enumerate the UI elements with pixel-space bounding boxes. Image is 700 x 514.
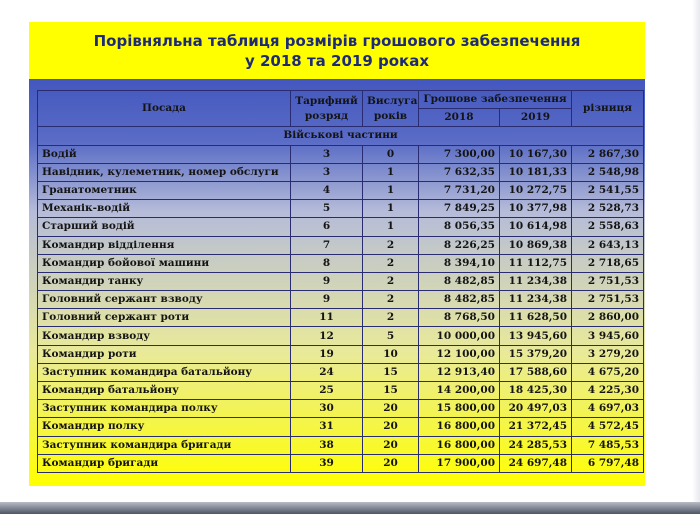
service-cell: 15 bbox=[363, 363, 419, 381]
header-year-2018: 2018 bbox=[419, 109, 500, 127]
header-row bbox=[38, 91, 644, 109]
service-cell: 1 bbox=[363, 218, 419, 236]
service-cell: 20 bbox=[363, 454, 419, 472]
difference-cell: 6 797,48 bbox=[572, 454, 644, 472]
page-bottom-edge bbox=[0, 502, 700, 514]
difference-cell: 2 541,55 bbox=[572, 181, 644, 199]
pay-2018-cell: 7 849,25 bbox=[419, 200, 500, 218]
difference-cell: 4 697,03 bbox=[572, 400, 644, 418]
pay-2018-cell: 8 226,25 bbox=[419, 236, 500, 254]
pay-2018-cell: 14 200,00 bbox=[419, 382, 500, 400]
header-service bbox=[363, 91, 419, 127]
section-label: Військові частини bbox=[38, 127, 644, 145]
table-row bbox=[38, 363, 644, 381]
table-row bbox=[38, 218, 644, 236]
page-title-line2: у 2018 та 2019 роках bbox=[245, 51, 429, 70]
tariff-cell: 38 bbox=[291, 436, 363, 454]
position-cell: Командир батальйону bbox=[38, 382, 291, 400]
tariff-cell: 5 bbox=[291, 200, 363, 218]
tariff-cell: 3 bbox=[291, 163, 363, 181]
pay-2019-cell: 10 614,98 bbox=[500, 218, 572, 236]
service-cell: 10 bbox=[363, 345, 419, 363]
pay-2019-cell: 21 372,45 bbox=[500, 418, 572, 436]
pay-2019-cell: 10 181,33 bbox=[500, 163, 572, 181]
tariff-cell: 39 bbox=[291, 454, 363, 472]
position-cell: Заступник командира батальйону bbox=[38, 363, 291, 381]
tariff-cell: 25 bbox=[291, 382, 363, 400]
tariff-cell: 19 bbox=[291, 345, 363, 363]
tariff-cell: 12 bbox=[291, 327, 363, 345]
page-title-line1: Порівняльна таблиця розмірів грошового забезпечення bbox=[93, 31, 581, 50]
table-row bbox=[38, 436, 644, 454]
header-tariff-line2: розряд bbox=[304, 109, 349, 122]
difference-cell: 2 528,73 bbox=[572, 200, 644, 218]
tariff-cell: 3 bbox=[291, 145, 363, 163]
header-service-line1: Вислуга bbox=[367, 94, 418, 107]
service-cell: 20 bbox=[363, 436, 419, 454]
service-cell: 0 bbox=[363, 145, 419, 163]
position-cell: Механік-водій bbox=[38, 200, 291, 218]
position-cell: Командир взводу bbox=[38, 327, 291, 345]
header-service-line2: років bbox=[373, 109, 408, 122]
position-cell: Командир бригади bbox=[38, 454, 291, 472]
position-cell: Командир бойової машини bbox=[38, 254, 291, 272]
pay-2018-cell: 8 056,35 bbox=[419, 218, 500, 236]
pay-2018-cell: 10 000,00 bbox=[419, 327, 500, 345]
position-cell: Водій bbox=[38, 145, 291, 163]
tariff-cell: 6 bbox=[291, 218, 363, 236]
service-cell: 2 bbox=[363, 291, 419, 309]
difference-cell: 2 751,53 bbox=[572, 291, 644, 309]
header-tariff bbox=[291, 91, 363, 127]
difference-cell: 2 860,00 bbox=[572, 309, 644, 327]
pay-2019-cell: 11 234,38 bbox=[500, 272, 572, 290]
service-cell: 20 bbox=[363, 400, 419, 418]
pay-2018-cell: 8 482,85 bbox=[419, 272, 500, 290]
position-cell: Командир танку bbox=[38, 272, 291, 290]
table-row bbox=[38, 236, 644, 254]
tariff-cell: 9 bbox=[291, 291, 363, 309]
pay-2019-cell: 15 379,20 bbox=[500, 345, 572, 363]
table-body bbox=[38, 145, 644, 472]
pay-2018-cell: 16 800,00 bbox=[419, 436, 500, 454]
table-row bbox=[38, 291, 644, 309]
table-row bbox=[38, 327, 644, 345]
service-cell: 1 bbox=[363, 200, 419, 218]
pay-2019-cell: 24 697,48 bbox=[500, 454, 572, 472]
service-cell: 1 bbox=[363, 181, 419, 199]
pay-2019-cell: 11 628,50 bbox=[500, 309, 572, 327]
section-row bbox=[38, 127, 644, 145]
position-cell: Командир відділення bbox=[38, 236, 291, 254]
position-cell: Гранатометник bbox=[38, 181, 291, 199]
tariff-cell: 9 bbox=[291, 272, 363, 290]
service-cell: 15 bbox=[363, 382, 419, 400]
difference-cell: 3 945,60 bbox=[572, 327, 644, 345]
position-cell: Навідник, кулеметник, номер обслуги bbox=[38, 163, 291, 181]
table-row bbox=[38, 454, 644, 472]
table-row bbox=[38, 163, 644, 181]
table-row bbox=[38, 382, 644, 400]
pay-2019-cell: 17 588,60 bbox=[500, 363, 572, 381]
pay-2019-cell: 18 425,30 bbox=[500, 382, 572, 400]
table-row bbox=[38, 272, 644, 290]
difference-cell: 4 675,20 bbox=[572, 363, 644, 381]
position-cell: Головний сержант роти bbox=[38, 309, 291, 327]
pay-2019-cell: 13 945,60 bbox=[500, 327, 572, 345]
table-row bbox=[38, 181, 644, 199]
table-row bbox=[38, 418, 644, 436]
header-year-2019: 2019 bbox=[500, 109, 572, 127]
difference-cell: 2 718,65 bbox=[572, 254, 644, 272]
difference-cell: 2 867,30 bbox=[572, 145, 644, 163]
service-cell: 1 bbox=[363, 163, 419, 181]
tariff-cell: 24 bbox=[291, 363, 363, 381]
position-cell: Командир полку bbox=[38, 418, 291, 436]
pay-2018-cell: 12 100,00 bbox=[419, 345, 500, 363]
header-difference: різниця bbox=[572, 91, 644, 127]
service-cell: 2 bbox=[363, 272, 419, 290]
pay-2018-cell: 7 632,35 bbox=[419, 163, 500, 181]
tariff-cell: 4 bbox=[291, 181, 363, 199]
pay-2018-cell: 17 900,00 bbox=[419, 454, 500, 472]
service-cell: 2 bbox=[363, 254, 419, 272]
tariff-cell: 30 bbox=[291, 400, 363, 418]
position-cell: Головний сержант взводу bbox=[38, 291, 291, 309]
pay-2018-cell: 15 800,00 bbox=[419, 400, 500, 418]
pay-2018-cell: 16 800,00 bbox=[419, 418, 500, 436]
table-row bbox=[38, 345, 644, 363]
header-tariff-line1: Тарифний bbox=[295, 94, 358, 107]
difference-cell: 4 572,45 bbox=[572, 418, 644, 436]
tariff-cell: 7 bbox=[291, 236, 363, 254]
page-shadow bbox=[692, 0, 700, 502]
service-cell: 2 bbox=[363, 309, 419, 327]
pay-2018-cell: 8 768,50 bbox=[419, 309, 500, 327]
service-cell: 2 bbox=[363, 236, 419, 254]
pay-2018-cell: 7 731,20 bbox=[419, 181, 500, 199]
slide bbox=[29, 22, 645, 486]
tariff-cell: 31 bbox=[291, 418, 363, 436]
pay-2018-cell: 7 300,00 bbox=[419, 145, 500, 163]
table-row bbox=[38, 400, 644, 418]
service-cell: 5 bbox=[363, 327, 419, 345]
table-row bbox=[38, 309, 644, 327]
position-cell: Заступник командира бригади bbox=[38, 436, 291, 454]
table-row bbox=[38, 145, 644, 163]
title-band bbox=[29, 22, 645, 79]
pay-2019-cell: 11 112,75 bbox=[500, 254, 572, 272]
pay-2019-cell: 24 285,53 bbox=[500, 436, 572, 454]
pay-2018-cell: 8 482,85 bbox=[419, 291, 500, 309]
pay-2019-cell: 10 377,98 bbox=[500, 200, 572, 218]
tariff-cell: 8 bbox=[291, 254, 363, 272]
difference-cell: 3 279,20 bbox=[572, 345, 644, 363]
pay-2018-cell: 8 394,10 bbox=[419, 254, 500, 272]
difference-cell: 7 485,53 bbox=[572, 436, 644, 454]
pay-2019-cell: 10 272,75 bbox=[500, 181, 572, 199]
service-cell: 20 bbox=[363, 418, 419, 436]
position-cell: Командир роти bbox=[38, 345, 291, 363]
table-row bbox=[38, 200, 644, 218]
header-pay: Грошове забезпечення bbox=[419, 91, 572, 109]
position-cell: Заступник командира полку bbox=[38, 400, 291, 418]
header-position: Посада bbox=[38, 91, 291, 127]
pay-2019-cell: 10 869,38 bbox=[500, 236, 572, 254]
table-row bbox=[38, 254, 644, 272]
pay-2019-cell: 20 497,03 bbox=[500, 400, 572, 418]
pay-2018-cell: 12 913,40 bbox=[419, 363, 500, 381]
salary-comparison-table bbox=[37, 90, 644, 473]
difference-cell: 2 643,13 bbox=[572, 236, 644, 254]
difference-cell: 2 751,53 bbox=[572, 272, 644, 290]
pay-2019-cell: 11 234,38 bbox=[500, 291, 572, 309]
difference-cell: 2 558,63 bbox=[572, 218, 644, 236]
pay-2019-cell: 10 167,30 bbox=[500, 145, 572, 163]
position-cell: Старший водій bbox=[38, 218, 291, 236]
difference-cell: 2 548,98 bbox=[572, 163, 644, 181]
tariff-cell: 11 bbox=[291, 309, 363, 327]
difference-cell: 4 225,30 bbox=[572, 382, 644, 400]
